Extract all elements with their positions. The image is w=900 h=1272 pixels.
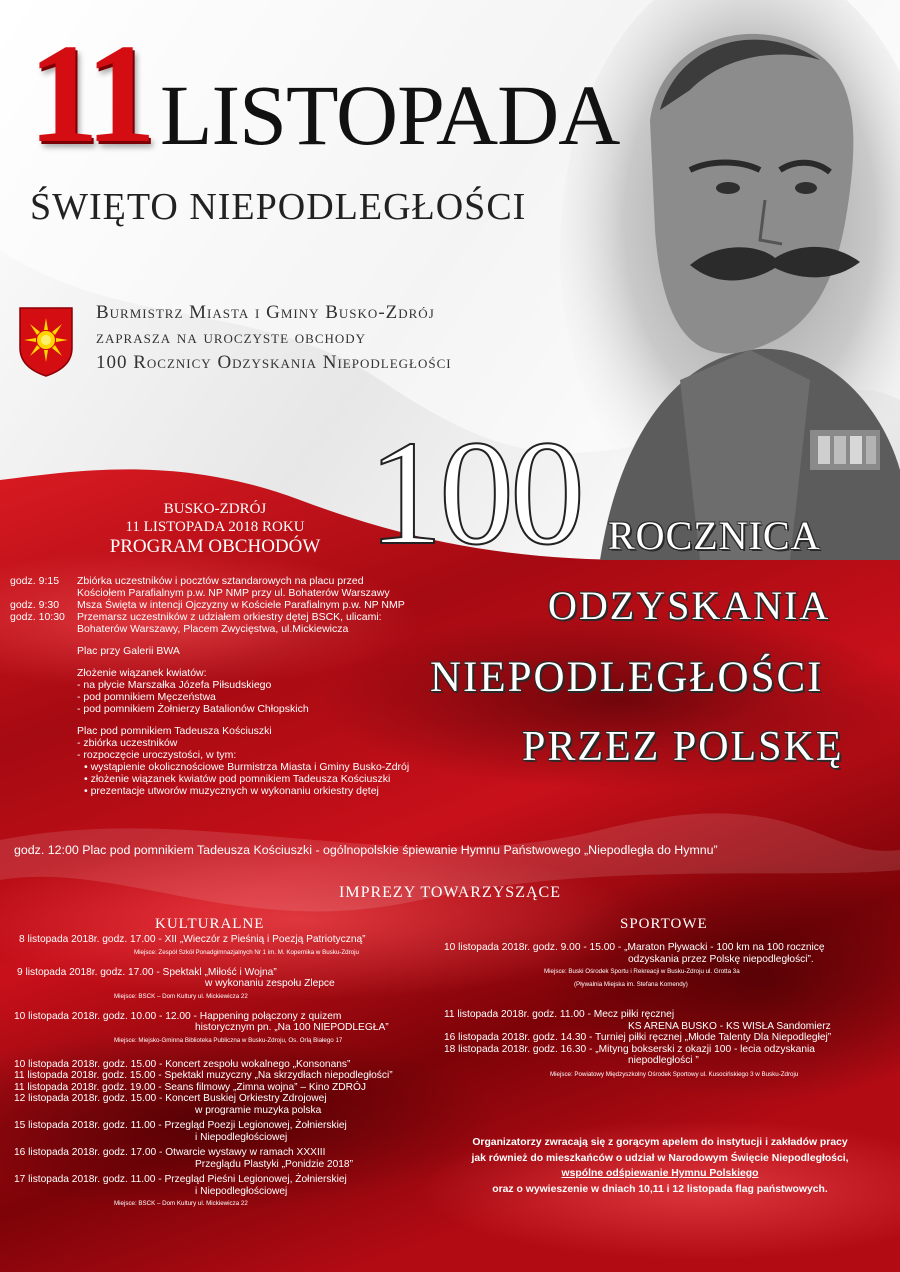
organizers-appeal — [430, 1135, 890, 1197]
invitation — [96, 300, 452, 375]
day-number: 11 — [28, 14, 151, 172]
program-title: PROGRAM OBCHODÓW — [109, 536, 321, 557]
schedule-row — [10, 623, 470, 635]
schedule-row — [10, 575, 470, 587]
kosciuszko-item: - rozpoczęcie uroczystości, w tym: — [77, 749, 237, 761]
program-heading — [60, 500, 370, 558]
event-line: 8 listopada 2018r. godz. 17.00 - XII „Wieczór z Pieśnią i Poezją Patriotyczną” — [19, 934, 366, 945]
event-line: 15 listopada 2018r. godz. 11.00 - Przegląd Poezji Legionowej, Żołnierskiej — [14, 1120, 347, 1131]
sports-heading: SPORTOWE — [620, 916, 708, 932]
event-line: KS ARENA BUSKO - KS WISŁA Sandomierz — [628, 1020, 831, 1032]
event-place: Miejsce: Miejsko-Gminna Biblioteka Publiczna w Busku-Zdroju, Os. Orlą Białego 17 — [114, 1036, 343, 1044]
wreath-item: - pod pomnikiem Męczeństwa — [77, 691, 216, 703]
sports-events — [444, 942, 894, 1079]
event-place: (Pływalnia Miejska im. Stefana Komendy) — [574, 981, 688, 988]
event-line: historycznym pn. „Na 100 NIEPODLEGŁA” — [195, 1022, 389, 1033]
event-line: 18 listopada 2018r. godz. 16.30 - „Mityng bokserski z okazji 100 - lecia odzyskania — [444, 1043, 815, 1055]
holiday-subtitle: ŚWIĘTO NIEPODLEGŁOŚCI — [30, 186, 527, 228]
event-line: w programie muzyka polska — [195, 1104, 322, 1116]
event-place: Miejsce: Buski Ośrodek Sportu i Rekreacji w Busku-Zdroju ul. Grotta 3a — [544, 968, 740, 975]
event-line: 11 listopada 2018r. godz. 11.00 - Mecz piłki ręcznej — [444, 1009, 675, 1020]
event-line: i Niepodległościowej — [195, 1131, 288, 1143]
anniversary-line: PRZEZ POLSKĘ — [522, 724, 844, 770]
schedule-text: Zbiórka uczestników i pocztów sztandarowych na placu przed — [77, 575, 364, 587]
anniversary-line: ROCZNICA — [608, 513, 821, 558]
event-line: 11 listopada 2018r. godz. 15.00 - Spektakl muzyczny „Na skrzydłach niepodległości” — [14, 1070, 393, 1081]
event-line: 9 listopada 2018r. godz. 17.00 - Spektakl „Miłość i Wojna” — [17, 966, 277, 978]
cultural-events — [14, 934, 454, 1208]
program-date: 11 LISTOPADA 2018 ROKU — [125, 519, 305, 535]
appeal-line: wspólne odśpiewanie Hymnu Polskiego — [561, 1168, 759, 1179]
schedule-time: godz. 9:30 — [10, 599, 60, 611]
program-schedule — [10, 575, 470, 797]
event-place: Miejsce: Powiatowy Międzyszkolny Ośrodek Sportowy ul. Kusocińskiego 3 w Busku-Zdroju — [550, 1070, 799, 1078]
anniversary-line: ODZYSKANIA — [548, 583, 831, 628]
schedule-text: Przemarsz uczestników z udziałem orkiestry dętej BSCK, ulicami: — [77, 611, 382, 623]
invitation-line: zaprasza na uroczyste obchody — [96, 327, 367, 348]
schedule-row — [10, 587, 470, 599]
schedule-text: Bohaterów Warszawy, Placem Zwycięstwa, ul.Mickiewicza — [77, 623, 349, 635]
schedule-row — [10, 611, 470, 623]
wreath-item: - na płycie Marszałka Józefa Piłsudskiego — [77, 679, 272, 691]
wreaths-title: Złożenie wiązanek kwiatów: — [77, 667, 207, 679]
event-line: i Niepodległościowej — [195, 1185, 288, 1197]
invitation-line: 100 Rocznicy Odzyskania Niepodległości — [96, 352, 452, 373]
event-line: 10 listopada 2018r. godz. 10.00 - 12.00 - Happening połączony z quizem — [14, 1010, 342, 1022]
schedule-time — [10, 587, 77, 599]
anniversary-line: NIEPODLEGŁOŚCI — [430, 654, 824, 701]
event-line: Przeglądu Plastyki „Ponidzie 2018” — [195, 1158, 353, 1170]
event-line: 16 listopada 2018r. godz. 14.30 - Turniej piłki ręcznej „Młode Talenty Dla Niepodległej” — [444, 1032, 832, 1043]
event-line: 10 listopada 2018r. godz. 15.00 - Koncert zespołu wokalnego „Konsonans” — [14, 1058, 351, 1070]
schedule-time: godz. 9:15 — [10, 575, 60, 587]
appeal-line: jak również do mieszkańców o udział w Narodowym Święcie Niepodległości, — [471, 1152, 849, 1164]
kosciuszko-bullet: • złożenie wiązanek kwiatów pod pomnikiem Tadeusza Kościuszki — [84, 773, 391, 785]
event-line: 16 listopada 2018r. godz. 17.00 - Otwarcie wystawy w ramach XXXIII — [14, 1147, 326, 1158]
wreath-item: - pod pomnikiem Żołnierzy Batalionów Chłopskich — [77, 703, 309, 715]
anniversary-number: 100 — [368, 410, 581, 576]
event-line: 10 listopada 2018r. godz. 9.00 - 15.00 - „Maraton Pływacki - 100 km na 100 rocznicę — [444, 942, 825, 953]
program-city: BUSKO-ZDRÓJ — [163, 501, 267, 517]
sun-shield-icon — [18, 306, 74, 378]
event-place: Miejsce: Zespół Szkół Ponadgimnazjalnych Nr 1 im. M. Kopernika w Busku-Zdroju — [134, 948, 359, 956]
invitation-line: Burmistrz Miasta i Gminy Busko-Zdrój — [96, 302, 435, 323]
event-line: 12 listopada 2018r. godz. 15.00 - Koncert Buskiej Orkiestry Zdrojowej — [14, 1093, 327, 1104]
schedule-time — [10, 623, 77, 635]
gallery-location: Plac przy Galerii BWA — [77, 645, 180, 657]
kosciuszko-bullet: • prezentacje utworów muzycznych w wykonaniu orkiestry dętej — [84, 785, 379, 797]
event-line: w wykonaniu zespołu Zlepce — [205, 978, 335, 989]
noon-anthem-line: godz. 12:00 Plac pod pomnikiem Tadeusza Kościuszki - ogólnopolskie śpiewanie Hymnu Państwowego „Niepodległa do Hymnu” — [14, 843, 718, 857]
schedule-text: Msza Święta w intencji Ojczyzny w Kościele Parafialnym p.w. NP NMP — [77, 599, 405, 611]
schedule-text: Kościołem Parafialnym p.w. NP NMP przy ul. Bohaterów Warszawy — [77, 587, 390, 599]
kosciuszko-bullet: • wystąpienie okolicznościowe Burmistrza Miasta i Gminy Busko-Zdrój — [84, 761, 410, 773]
events-heading: IMPREZY TOWARZYSZĄCE — [339, 884, 561, 901]
appeal-line: oraz o wywieszenie w dniach 10,11 i 12 listopada flag państwowych. — [492, 1183, 828, 1195]
event-place: Miejsce: BSCK – Dom Kultury ul. Mickiewicza 22 — [114, 992, 248, 1000]
schedule-row — [10, 599, 470, 611]
month-title: LISTOPADA — [160, 67, 620, 163]
cultural-heading: KULTURALNE — [155, 916, 265, 932]
kosciuszko-item: - zbiórka uczestników — [77, 737, 178, 749]
kosciuszko-title: Plac pod pomnikiem Tadeusza Kościuszki — [77, 725, 272, 737]
event-line: niepodległości ” — [628, 1055, 699, 1066]
event-line: 17 listopada 2018r. godz. 11.00 - Przegląd Pieśni Legionowej, Żołnierskiej — [14, 1174, 347, 1185]
event-place: Miejsce: BSCK – Dom Kultury ul. Mickiewicza 22 — [114, 1200, 248, 1207]
event-line: 11 listopada 2018r. godz. 19.00 - Seans filmowy „Zimna wojna” – Kino ZDRÓJ — [14, 1081, 367, 1093]
appeal-line: Organizatorzy zwracają się z gorącym apelem do instytucji i zakładów pracy — [472, 1137, 848, 1148]
event-line: odzyskania przez Polskę niepodległości”. — [628, 953, 814, 965]
schedule-time: godz. 10:30 — [10, 611, 65, 623]
